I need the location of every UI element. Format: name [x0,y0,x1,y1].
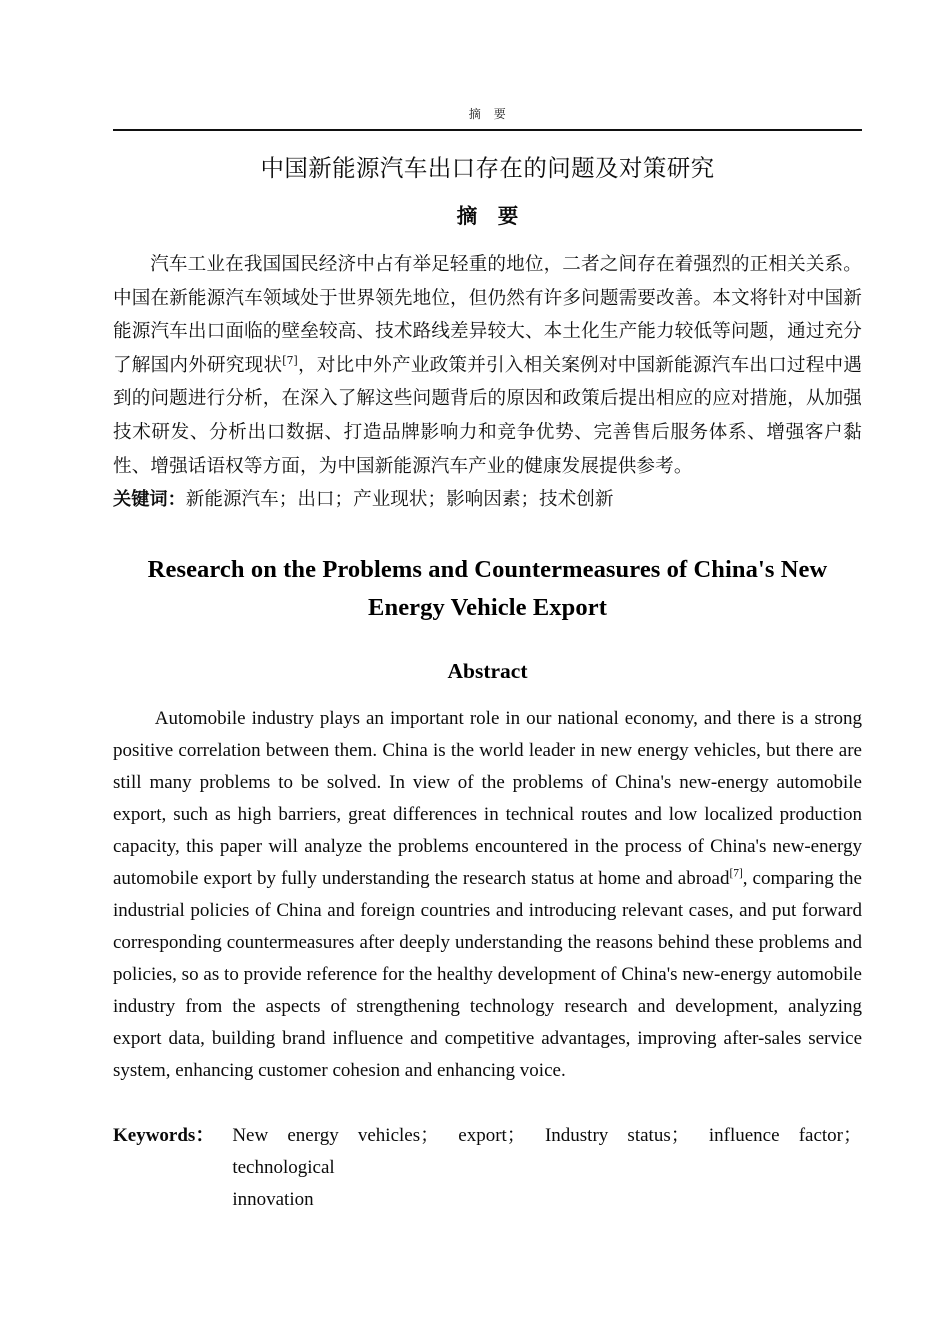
english-keywords-line-2: innovation [232,1188,314,1210]
chinese-abstract-text-part1: 汽车工业在我国国民经济中占有举足轻重的地位，二者之间存在着强烈的正相关关系。中国在新能源汽车领域处于世界领先地位，但仍然有许多问题需要改善。本文将针对中国新能源汽车出口面临的壁垒较高、技术路线差异较大、本土化生产能力较低等问题，通过充分了解国内外研究现状 [113,254,862,376]
english-keywords-label: Keywords： [113,1124,215,1146]
english-keywords-line-1: New energy vehicles； export； Industry status； influence factor； technological [232,1124,862,1178]
chinese-abstract-paragraph [113,248,862,483]
chinese-citation-marker: [7] [282,353,298,367]
chinese-abstract-heading: 摘 要 [456,204,519,228]
chinese-title: 中国新能源汽车出口存在的问题及对策研究 [260,154,715,182]
chinese-keywords-label: 关键词： [113,489,186,511]
header-divider-rule [113,129,862,131]
english-abstract-paragraph [113,703,862,1087]
english-keywords-values [232,1120,862,1216]
chinese-keywords-line [113,483,862,517]
running-header: 摘 要 [468,107,507,121]
english-keywords-block [113,1120,862,1216]
english-abstract-text-part2: , comparing the industrial policies of China and foreign countries and introducing relevant cases, and put forward corresponding countermeasures after deeply understanding the reasons behind these problems and policies, so as to provide reference for the healthy development of China's new-energy automobile industry from the aspects of strengthening technology research and development, analyzing export data, building brand influence and competitive advantages, improving after-sales service system, enhancing customer cohesion and enhancing voice. [113,867,862,1081]
chinese-keywords-value: 新能源汽车；出口；产业现状；影响因素；技术创新 [185,489,614,511]
english-title: Research on the Problems and Countermeasures of China's New Energy Vehicle Export [147,555,828,621]
page-content [113,140,862,1216]
chinese-abstract-text-part2: ，对比中外产业政策并引入相关案例对中国新能源汽车出口过程中遇到的问题进行分析，在深入了解这些问题背后的原因和政策后提出相应的应对措施，从加强技术研发、分析出口数据、打造品牌影响力和竞争优势、完善售后服务体系、增强客户黏性、增强话语权等方面，为中国新能源汽车产业的健康发展提供参考。 [113,354,862,477]
english-citation-marker: [7] [729,867,743,880]
english-abstract-text-part1: Automobile industry plays an important role in our national economy, and there is a strong positive correlation between them. China is the world leader in new energy vehicles, but there are still many problems to be solved. In view of the problems of China's new-energy automobile export, such as high barriers, great differences in technical routes and low localized production capacity, this paper will analyze the problems encountered in the process of China's new-energy automobile export by fully understanding the research status at home and abroad [113,707,862,889]
english-abstract-heading: Abstract [447,658,528,683]
